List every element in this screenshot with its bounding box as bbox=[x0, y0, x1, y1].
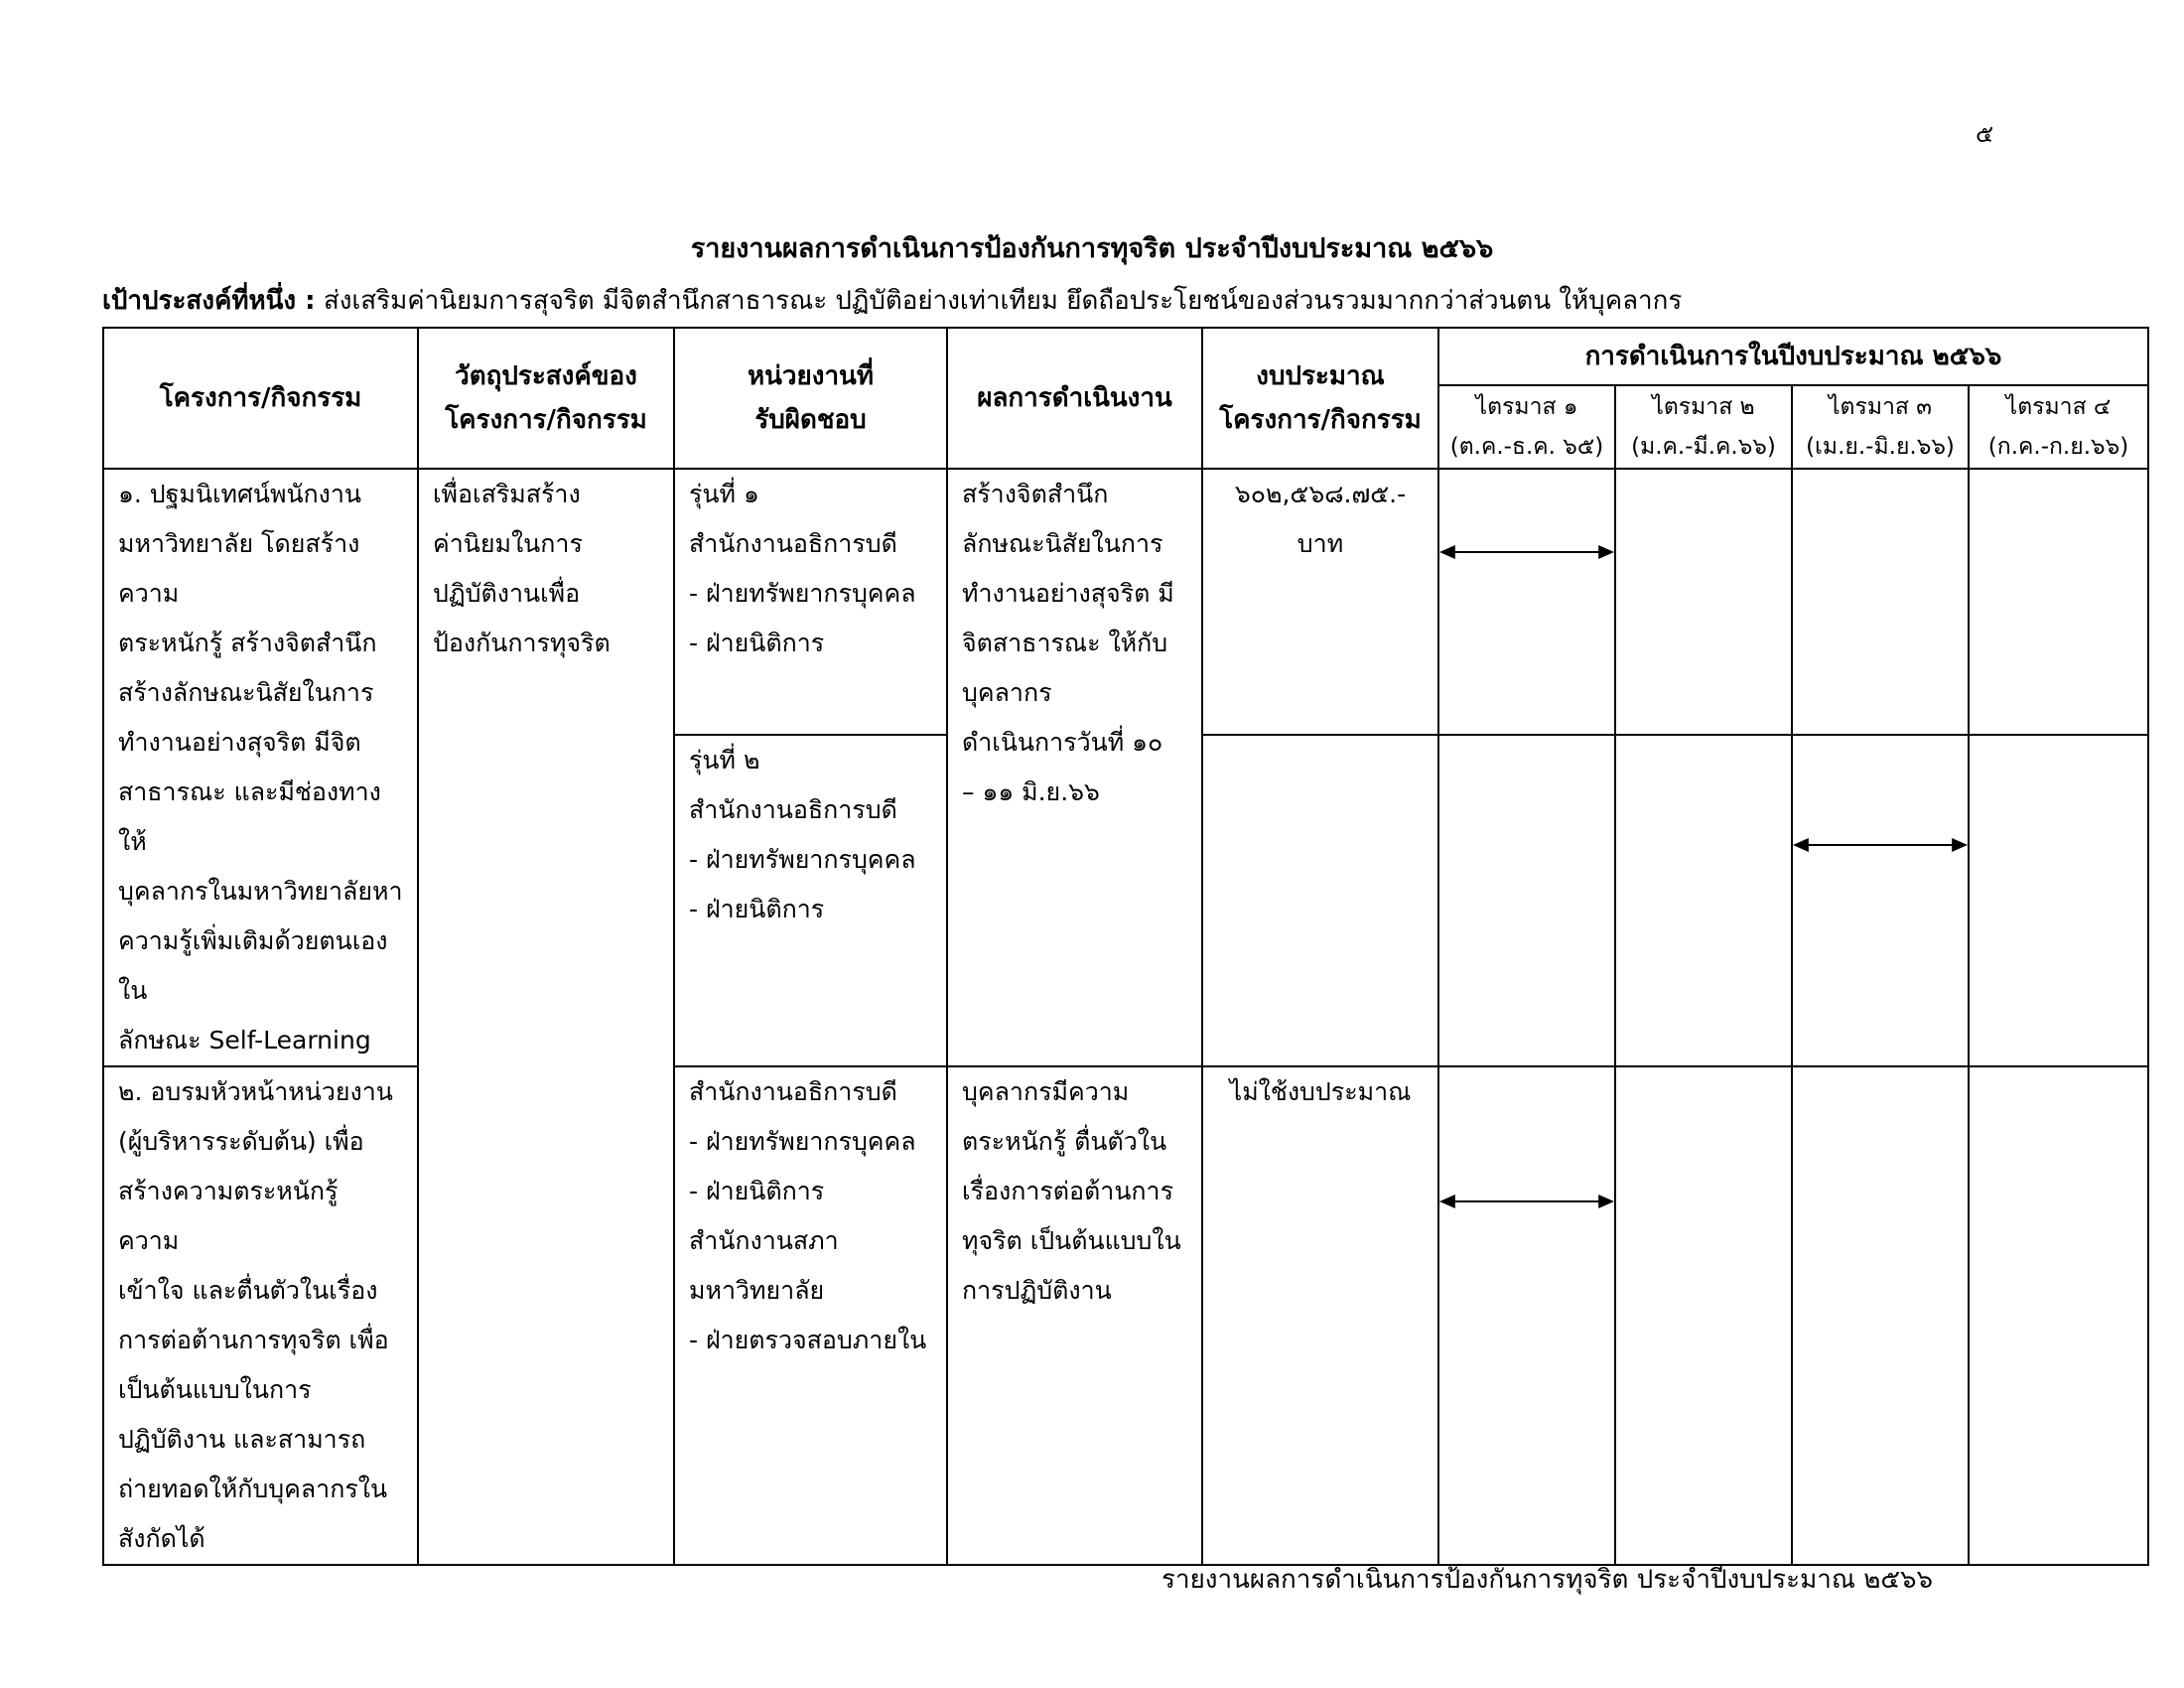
row1-unit-batch2: รุ่นที่ ๒ สำนักงานอธิการบดี - ฝ่ายทรัพยากรบุคคล - ฝ่ายนิติการ bbox=[674, 735, 947, 1066]
header-budget: งบประมาณ โครงการ/กิจกรรม bbox=[1202, 328, 1438, 469]
row2-quarter-2 bbox=[1615, 1066, 1792, 1565]
header-project: โครงการ/กิจกรรม bbox=[103, 328, 418, 469]
row2-result: บุคลากรมีความ ตระหนักรู้ ตื่นตัวใน เรื่องการต่อต้านการ ทุจริต เป็นต้นแบบใน การปฏิบัติงาน bbox=[947, 1066, 1202, 1565]
row1-result: สร้างจิตสำนึก ลักษณะนิสัยในการ ทำงานอย่างสุจริต มี จิตสาธารณะ ให้กับ บุคลากร ดำเนินการวันที่ ๑๐ – ๑๑ มิ.ย.๖๖ bbox=[947, 469, 1202, 1066]
header-result: ผลการดำเนินงาน bbox=[947, 328, 1202, 469]
row2-quarter-3 bbox=[1792, 1066, 1969, 1565]
header-operation: การดำเนินการในปีงบประมาณ ๒๕๖๖ bbox=[1438, 328, 2148, 385]
row2-unit: สำนักงานอธิการบดี - ฝ่ายทรัพยากรบุคคล - ฝ่ายนิติการ สำนักงานสภา มหาวิทยาลัย - ฝ่ายตรวจสอบภายใน bbox=[674, 1066, 947, 1565]
header-quarter-4: ไตรมาส ๔ (ก.ค.-ก.ย.๖๖) bbox=[1969, 385, 2148, 469]
timeline-arrow bbox=[1793, 835, 1968, 855]
page-number: ๕ bbox=[1976, 120, 1994, 148]
objective-text: ส่งเสริมค่านิยมการสุจริต มีจิตสำนึกสาธารณะ ปฏิบัติอย่างเท่าเทียม ยึดถือประโยชน์ของส่วนรวมมากกว่าส่วนตน ให้บุคลากร bbox=[315, 286, 1683, 316]
row1-budget: ๖๐๒,๕๖๘.๗๕.- บาท bbox=[1202, 469, 1438, 735]
header-quarter-2: ไตรมาส ๒ (ม.ค.-มี.ค.๖๖) bbox=[1615, 385, 1792, 469]
header-quarter-1: ไตรมาส ๑ (ต.ค.-ธ.ค. ๖๕) bbox=[1438, 385, 1615, 469]
row1a-quarter-2 bbox=[1615, 469, 1792, 735]
header-quarter-3: ไตรมาส ๓ (เม.ย.-มิ.ย.๖๖) bbox=[1792, 385, 1969, 469]
footer-text: รายงานผลการดำเนินการป้องกันการทุจริต ประจำปีงบประมาณ ๒๕๖๖ bbox=[1161, 1565, 1934, 1595]
row1-project: ๑. ปฐมนิเทศน์พนักงาน มหาวิทยาลัย โดยสร้างความ ตระหนักรู้ สร้างจิตสำนึก สร้างลักษณะนิสัยในการ ทำงานอย่างสุจริต มีจิต สาธารณะ และมีช่องทางให้ บุคลากรในมหาวิทยาลัยหา ความรู้เพิ่มเติมด้วยตนเองใน ลักษณะ Self-Learning bbox=[103, 469, 418, 1066]
row1b-quarter-3 bbox=[1792, 735, 1969, 1066]
row1a-quarter-1 bbox=[1438, 469, 1615, 735]
timeline-arrow bbox=[1439, 542, 1614, 562]
row1b-quarter-2 bbox=[1615, 735, 1792, 1066]
timeline-arrow bbox=[1439, 1192, 1614, 1211]
header-purpose: วัตถุประสงค์ของ โครงการ/กิจกรรม bbox=[418, 328, 674, 469]
objective-label: เป้าประสงค์ที่หนึ่ง : bbox=[102, 286, 316, 316]
row2-project: ๒. อบรมหัวหน้าหน่วยงาน (ผู้บริหารระดับต้น) เพื่อ สร้างความตระหนักรู้ ความ เข้าใจ และตื่นตัวในเรื่อง การต่อต้านการทุจริต เพื่อ เป็นต้นแบบในการ ปฏิบัติงาน และสามารถ ถ่ายทอดให้กับบุคลากรใน สังกัดได้ bbox=[103, 1066, 418, 1565]
header-unit: หน่วยงานที่ รับผิดชอบ bbox=[674, 328, 947, 469]
objective-line bbox=[102, 280, 2137, 321]
row1b-quarter-1 bbox=[1438, 735, 1615, 1066]
row2-quarter-1 bbox=[1438, 1066, 1615, 1565]
row2-quarter-4 bbox=[1969, 1066, 2148, 1565]
row1a-quarter-3 bbox=[1792, 469, 1969, 735]
report-table bbox=[102, 327, 2149, 1566]
row1-unit-batch1: รุ่นที่ ๑ สำนักงานอธิการบดี - ฝ่ายทรัพยากรบุคคล - ฝ่ายนิติการ bbox=[674, 469, 947, 735]
row1b-quarter-4 bbox=[1969, 735, 2148, 1066]
report-title: รายงานผลการดำเนินการป้องกันการทุจริต ประจำปีงบประมาณ ๒๕๖๖ bbox=[690, 233, 1494, 264]
row2-budget: ไม่ใช้งบประมาณ bbox=[1202, 1066, 1438, 1565]
purpose-cell: เพื่อเสริมสร้าง ค่านิยมในการ ปฏิบัติงานเพื่อ ป้องกันการทุจริต bbox=[418, 469, 674, 1565]
row1b-budget-empty bbox=[1202, 735, 1438, 1066]
row1a-quarter-4 bbox=[1969, 469, 2148, 735]
